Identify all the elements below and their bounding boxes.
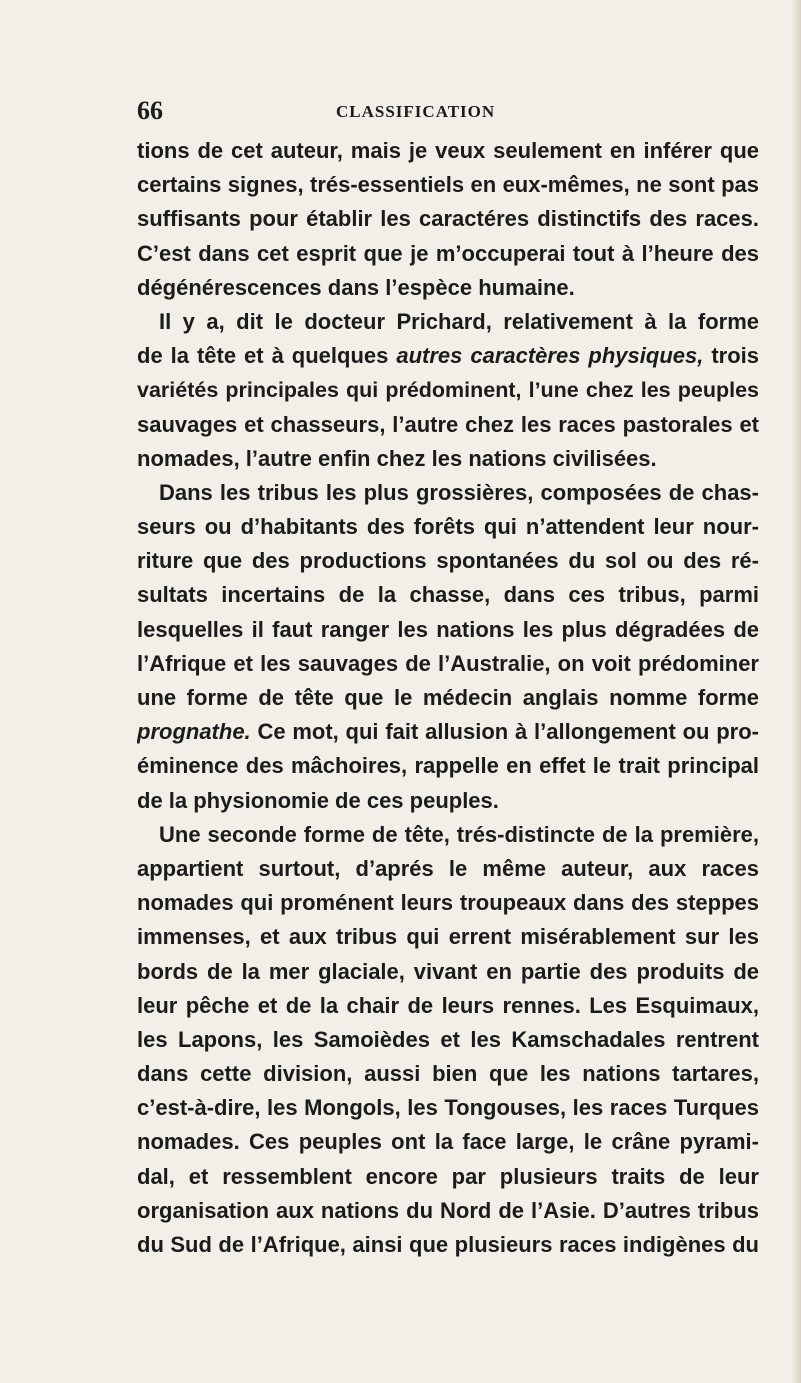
running-title: CLASSIFICATION	[336, 102, 496, 121]
text-line: suffisants pour établir les caractéres distinctifs des races.	[137, 206, 759, 232]
text-line: du Sud de l’Afrique, ainsi que plusieurs races indigènes du	[137, 1232, 759, 1257]
text-line: de la physionomie de ces peuples.	[137, 787, 499, 813]
body-text	[137, 134, 759, 1262]
text-line: Une seconde forme de tête, trés-distincte de la première,	[159, 821, 759, 847]
italic-phrase: autres caractères physiques,	[396, 343, 704, 369]
text-line: c’est-à-dire, les Mongols, les Tongouses, les races Turques	[137, 1095, 759, 1121]
text-line: nomades, l’autre enfin chez les nations civilisées.	[137, 445, 657, 471]
italic-term: prognathe.	[137, 719, 251, 745]
text-line: sultats incertains de la chasse, dans ces tribus, parmi	[137, 582, 759, 608]
text-line: organisation aux nations du Nord de l’Asie. D’autres tribus	[137, 1197, 759, 1223]
text-line: dégénérescences dans l’espèce humaine.	[137, 274, 575, 300]
text-line: Il y a, dit le docteur Prichard, relativement à la forme	[159, 308, 759, 334]
text-line: immenses, et aux tribus qui errent misérablement sur les	[137, 924, 759, 950]
text-line: certains signes, trés-essentiels en eux-mêmes, ne sont pas	[137, 172, 759, 198]
text-line	[137, 339, 759, 373]
text-line: une forme de tête que le médecin anglais nomme forme	[137, 685, 759, 710]
text-line: les Lapons, les Samoièdes et les Kamschadales rentrent	[137, 1026, 759, 1052]
text-segment: trois	[703, 343, 759, 369]
text-line: leur pêche et de la chair de leurs rennes. Les Esquimaux,	[137, 992, 759, 1018]
text-line: nomades. Ces peuples ont la face large, le crâne pyrami-	[137, 1129, 759, 1155]
text-line: seurs ou d’habitants des forêts qui n’attendent leur nour-	[137, 514, 759, 540]
page-number: 66	[137, 96, 163, 125]
running-head	[137, 96, 757, 130]
text-line	[137, 715, 759, 749]
text-line: éminence des mâchoires, rappelle en effet le trait principal	[137, 753, 759, 779]
text-line: bords de la mer glaciale, vivant en partie des produits de	[137, 958, 759, 984]
text-line: C’est dans cet esprit que je m’occuperai tout à l’heure des	[137, 240, 759, 266]
text-line: dal, et ressemblent encore par plusieurs traits de leur	[137, 1163, 759, 1189]
text-line: sauvages et chasseurs, l’autre chez les races pastorales et	[137, 411, 759, 437]
text-line: l’Afrique et les sauvages de l’Australie, on voit prédominer	[137, 650, 759, 676]
text-line: lesquelles il faut ranger les nations les plus dégradées de	[137, 616, 759, 642]
text-line: appartient surtout, d’aprés le même auteur, aux races	[137, 855, 759, 881]
text-line: riture que des productions spontanées du sol ou des ré-	[137, 548, 759, 574]
text-line: nomades qui proménent leurs troupeaux dans des steppes	[137, 890, 759, 916]
text-line: Dans les tribus les plus grossières, composées de chas-	[159, 479, 759, 505]
page-edge-shadow	[791, 0, 801, 1383]
text-line: variétés principales qui prédominent, l’une chez les peuples	[137, 378, 759, 403]
text-segment: de la tête et à quelques	[137, 343, 397, 369]
text-line: dans cette division, aussi bien que les nations tartares,	[137, 1061, 759, 1087]
text-segment: Ce mot, qui fait allusion à l’allongement ou pro-	[250, 719, 759, 745]
text-line: tions de cet auteur, mais je veux seulement en inférer que	[137, 138, 759, 163]
